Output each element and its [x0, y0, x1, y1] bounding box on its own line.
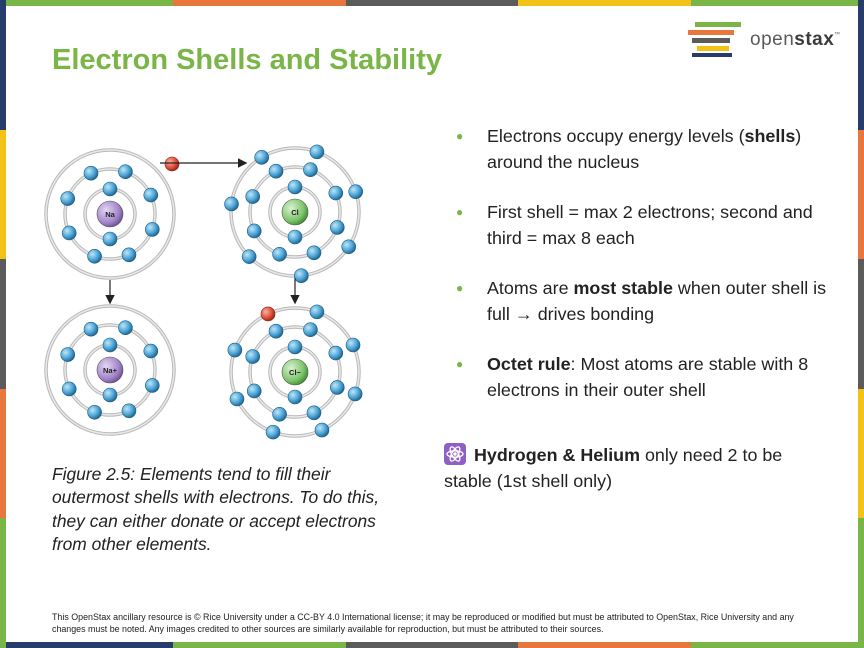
bullet-item	[456, 200, 846, 251]
electron	[144, 344, 158, 358]
note-text: only need 2 to be stable (1st shell only)	[444, 445, 783, 491]
electron	[228, 343, 242, 357]
atom-icon	[444, 443, 466, 465]
electron	[342, 240, 356, 254]
nucleus-label: Cl	[291, 208, 299, 217]
openstax-wordmark	[750, 29, 834, 51]
electron	[145, 378, 159, 392]
electron-transfer-diagram	[40, 130, 380, 450]
electron	[266, 425, 280, 439]
electron	[269, 324, 283, 338]
left-color-stripe	[0, 0, 6, 648]
license-footer: This OpenStax ancillary resource is © Rice University under a CC-BY 4.0 International license; it may be reproduced or modified but must be attributed to OpenStax, Rice University and any changes must be noted. Any images credited to other sources are similarly available for reproduction, but must be attributed to their sources.	[52, 612, 794, 634]
electron	[346, 338, 360, 352]
bullet-emphasis: shells	[744, 126, 796, 146]
electron	[62, 226, 76, 240]
bullet-text: when outer shell is full → drives bonding	[487, 278, 827, 324]
electron	[103, 182, 117, 196]
electron	[88, 405, 102, 419]
bullet-text: Atoms are	[487, 278, 574, 298]
electron	[103, 232, 117, 246]
note-emphasis: Hydrogen & Helium	[474, 445, 641, 465]
electron	[84, 322, 98, 336]
electron	[255, 150, 269, 164]
nucleus-label: Na	[105, 210, 115, 219]
electron	[144, 188, 158, 202]
electron	[246, 190, 260, 204]
bottom-color-stripe	[0, 642, 864, 648]
electron	[294, 269, 308, 283]
electron	[122, 404, 136, 418]
electron	[330, 220, 344, 234]
transferred-electron	[165, 157, 179, 171]
nucleus-label: Na+	[103, 366, 117, 375]
electron	[329, 186, 343, 200]
electron	[303, 163, 317, 177]
electron	[84, 166, 98, 180]
electron	[103, 338, 117, 352]
logo-trademark: ™	[834, 32, 840, 38]
hydrogen-helium-note	[444, 443, 804, 494]
electron	[303, 323, 317, 337]
bullet-item	[456, 352, 846, 403]
electron	[329, 346, 343, 360]
bullet-text: Electrons occupy energy levels (	[487, 126, 745, 146]
transferred-electron	[261, 307, 275, 321]
bullet-text: First shell = max 2 electrons; second and third = max 8 each	[487, 202, 813, 248]
slide-title: Electron Shells and Stability	[52, 44, 442, 76]
electron	[247, 224, 261, 238]
electron	[242, 250, 256, 264]
electron	[349, 185, 363, 199]
top-color-stripe	[0, 0, 864, 6]
electron	[273, 407, 287, 421]
figure-caption: Figure 2.5: Elements tend to fill their outermost shells with electrons. To do this, they can either donate or accept electrons from other elements.	[52, 464, 380, 554]
bullet-list	[456, 124, 846, 428]
electron	[122, 248, 136, 262]
logo-text-bold: stax	[794, 29, 835, 50]
nucleus-label: Cl−	[289, 368, 301, 377]
electron	[225, 197, 239, 211]
electron	[307, 406, 321, 420]
electron	[288, 230, 302, 244]
electron	[288, 340, 302, 354]
electron	[61, 192, 75, 206]
logo-text-light: open	[750, 29, 795, 50]
electron	[288, 390, 302, 404]
electron	[145, 222, 159, 236]
electron	[62, 382, 76, 396]
electron	[246, 350, 260, 364]
electron	[330, 380, 344, 394]
electron	[348, 387, 362, 401]
bullet-item	[456, 276, 846, 327]
electron	[103, 388, 117, 402]
electron	[61, 348, 75, 362]
bullet-item	[456, 124, 846, 175]
electron	[269, 164, 283, 178]
electron	[307, 246, 321, 260]
electron	[118, 165, 132, 179]
electron	[247, 384, 261, 398]
electron	[118, 321, 132, 335]
bullet-emphasis: most stable	[573, 278, 673, 298]
bullet-text: : Most atoms are stable with 8 electrons in their outer shell	[487, 354, 809, 400]
electron	[230, 392, 244, 406]
bullet-text: ) around the nucleus	[487, 126, 802, 172]
bullet-emphasis: Octet rule	[487, 354, 571, 374]
electron	[288, 180, 302, 194]
electron	[273, 247, 287, 261]
right-color-stripe	[858, 0, 864, 648]
electron	[310, 145, 324, 159]
electron	[315, 423, 329, 437]
electron	[88, 249, 102, 263]
electron	[310, 305, 324, 319]
